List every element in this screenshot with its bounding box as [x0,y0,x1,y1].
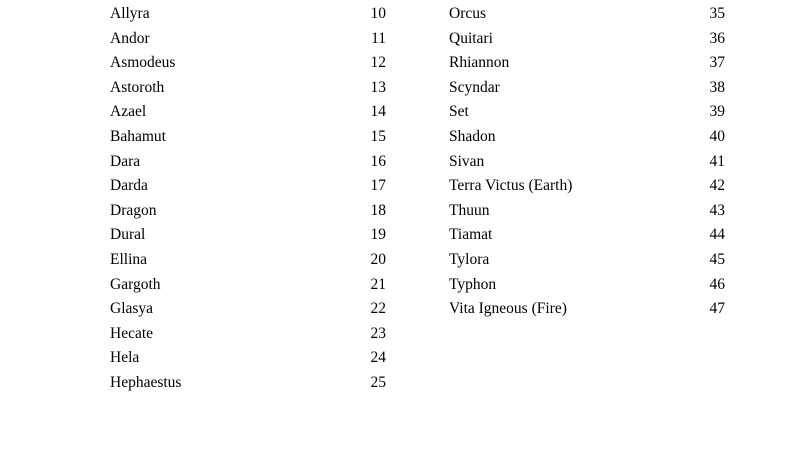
entry-page-number: 47 [709,300,725,318]
entry-page-number: 16 [370,152,386,170]
entry-name: Hecate [110,324,154,342]
entry-name: Ellina [110,250,148,268]
entry-name: Dara [110,152,141,170]
entry-page-number: 41 [709,152,725,170]
entry-name: Azael [110,103,147,121]
entry-name: Shadon [449,127,496,145]
index-entry [449,125,725,150]
entry-page-number: 46 [709,275,725,293]
entry-page-number: 21 [370,275,386,293]
entry-page-number: 36 [709,29,725,47]
index-entry [110,76,386,101]
entry-name: Rhiannon [449,54,510,72]
entry-page-number: 24 [370,349,386,367]
index-entry [110,51,386,76]
entry-name: Asmodeus [110,54,176,72]
index-column-left [110,2,386,396]
index-entry [110,100,386,125]
entry-page-number: 25 [370,373,386,391]
index-entry [449,297,725,322]
entry-page-number: 40 [709,127,725,145]
entry-page-number: 20 [370,250,386,268]
entry-page-number: 37 [709,54,725,72]
entry-name: Gargoth [110,275,161,293]
entry-name: Bahamut [110,127,166,145]
index-entry [449,100,725,125]
entry-page-number: 17 [370,177,386,195]
entry-page-number: 22 [370,300,386,318]
entry-page-number: 11 [371,29,386,47]
entry-name: Hephaestus [110,373,182,391]
index-entry [110,371,386,396]
entry-name: Dural [110,226,146,244]
index-entry [449,51,725,76]
entry-name: Hela [110,349,140,367]
entry-name: Darda [110,177,148,195]
index-entry [449,2,725,27]
entry-page-number: 39 [709,103,725,121]
index-entry [110,174,386,199]
index-entry [110,248,386,273]
index-entry [110,199,386,224]
entry-name: Allyra [110,5,150,22]
index-entry [110,223,386,248]
entry-page-number: 18 [370,201,386,219]
entry-name: Vita Igneous (Fire) [449,300,567,318]
index-entry [449,27,725,52]
index-entry [449,273,725,298]
entry-page-number: 38 [709,78,725,96]
entry-name: Set [449,103,469,121]
entry-page-number: 35 [709,5,725,22]
index-entry [449,150,725,175]
entry-name: Quitari [449,29,493,47]
index-entry [110,27,386,52]
index-entry [449,76,725,101]
entry-name: Tiamat [449,226,493,244]
entry-page-number: 13 [370,78,386,96]
index-entry [449,223,725,248]
entry-name: Dragon [110,201,157,219]
entry-page-number: 44 [709,226,725,244]
entry-page-number: 19 [370,226,386,244]
entry-name: Terra Victus (Earth) [449,177,573,195]
entry-page-number: 23 [370,324,386,342]
entry-name: Glasya [110,300,154,318]
entry-page-number: 43 [709,201,725,219]
index-entry [110,150,386,175]
index-entry [449,248,725,273]
entry-page-number: 10 [370,5,386,22]
index-entry [110,297,386,322]
index-entry [449,174,725,199]
entry-name: Thuun [449,201,490,219]
entry-page-number: 14 [370,103,386,121]
entry-name: Scyndar [449,78,500,96]
entry-page-number: 45 [709,250,725,268]
entry-name: Sivan [449,152,485,170]
entry-page-number: 12 [370,54,386,72]
index-entry [449,199,725,224]
entry-name: Astoroth [110,78,165,96]
entry-name: Typhon [449,275,497,293]
entry-name: Tylora [449,250,490,268]
index-column-right [449,2,725,322]
index-entry [110,2,386,27]
index-entry [110,322,386,347]
entry-page-number: 42 [709,177,725,195]
entry-page-number: 15 [370,127,386,145]
entry-name: Andor [110,29,150,47]
index-entry [110,125,386,150]
entry-name: Orcus [449,5,487,22]
index-entry [110,273,386,298]
index-entry [110,346,386,371]
